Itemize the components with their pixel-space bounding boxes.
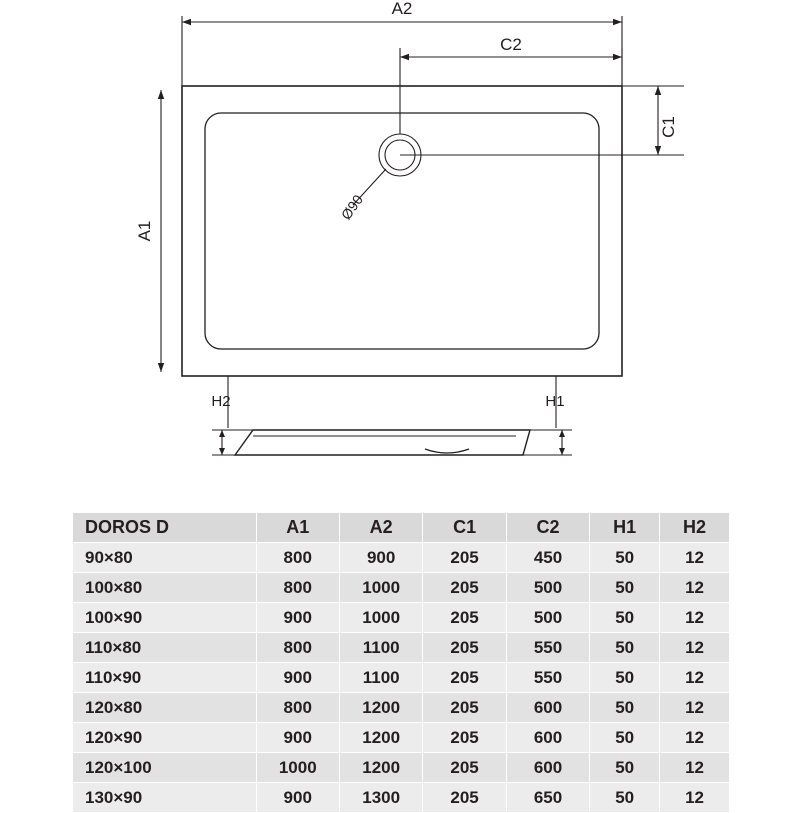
cell-c2: 500 <box>506 603 589 633</box>
cell-h1: 50 <box>590 633 660 663</box>
table-row <box>73 573 730 603</box>
h1-arrow-bottom <box>559 448 565 455</box>
cell-h1: 50 <box>590 723 660 753</box>
cell-h2: 12 <box>660 723 730 753</box>
table-header-c2: C2 <box>506 513 589 543</box>
cell-a1: 800 <box>256 633 339 663</box>
cell-a2: 1200 <box>339 753 422 783</box>
c1-arrow-top <box>655 86 661 95</box>
table-row <box>73 753 730 783</box>
cell-c2: 650 <box>506 783 589 813</box>
cell-h1: 50 <box>590 573 660 603</box>
cell-model: 110×90 <box>73 663 257 693</box>
cell-c2: 500 <box>506 573 589 603</box>
cell-h1: 50 <box>590 753 660 783</box>
h2-arrow-top <box>219 430 225 437</box>
a1-dimension-label: A1 <box>135 220 154 242</box>
cell-a1: 800 <box>256 543 339 573</box>
cell-a2: 1200 <box>339 723 422 753</box>
cell-model: 90×80 <box>73 543 257 573</box>
cell-a2: 900 <box>339 543 422 573</box>
cell-h2: 12 <box>660 603 730 633</box>
table-row <box>73 723 730 753</box>
drain-diameter-label: Ø90 <box>337 191 367 223</box>
cell-a2: 1200 <box>339 693 422 723</box>
c1-dimension-label: C1 <box>659 116 678 138</box>
cell-c1: 205 <box>423 663 506 693</box>
cell-model: 130×90 <box>73 783 257 813</box>
cell-a1: 900 <box>256 663 339 693</box>
table-header-row <box>73 513 730 543</box>
tray-section-drain-bump <box>425 449 469 453</box>
cell-a2: 1100 <box>339 633 422 663</box>
table-header-c1: C1 <box>423 513 506 543</box>
h2-dimension-label: H2 <box>211 393 231 410</box>
cell-h2: 12 <box>660 573 730 603</box>
cell-h2: 12 <box>660 753 730 783</box>
cell-a1: 900 <box>256 603 339 633</box>
table-row <box>73 603 730 633</box>
cell-model: 100×80 <box>73 573 257 603</box>
table-row <box>73 663 730 693</box>
table-header-a1: A1 <box>256 513 339 543</box>
c2-arrow-left <box>400 54 409 60</box>
cell-model: 120×80 <box>73 693 257 723</box>
table-row <box>73 543 730 573</box>
cell-a1: 900 <box>256 723 339 753</box>
cell-c2: 550 <box>506 633 589 663</box>
cell-h2: 12 <box>660 633 730 663</box>
cell-a1: 800 <box>256 573 339 603</box>
cell-h1: 50 <box>590 543 660 573</box>
cell-c1: 205 <box>423 633 506 663</box>
cell-h1: 50 <box>590 663 660 693</box>
a2-dimension-label: A2 <box>391 0 413 18</box>
cell-c1: 205 <box>423 543 506 573</box>
cell-c2: 550 <box>506 663 589 693</box>
cell-model: 110×80 <box>73 633 257 663</box>
tray-inner-outline <box>205 113 599 349</box>
cell-h2: 12 <box>660 543 730 573</box>
tray-section-profile <box>235 430 530 455</box>
cell-h2: 12 <box>660 783 730 813</box>
c2-dimension-label: C2 <box>500 35 522 54</box>
cell-c1: 205 <box>423 693 506 723</box>
cell-a1: 900 <box>256 783 339 813</box>
cell-a1: 800 <box>256 693 339 723</box>
a1-arrow-bottom <box>158 363 164 372</box>
cell-c1: 205 <box>423 723 506 753</box>
cell-h1: 50 <box>590 693 660 723</box>
cell-c2: 600 <box>506 753 589 783</box>
cell-model: 120×90 <box>73 723 257 753</box>
cell-c1: 205 <box>423 783 506 813</box>
cell-c1: 205 <box>423 753 506 783</box>
cell-a2: 1100 <box>339 663 422 693</box>
table-header-h2: H2 <box>660 513 730 543</box>
cell-a2: 1300 <box>339 783 422 813</box>
cell-c1: 205 <box>423 603 506 633</box>
a1-arrow-top <box>158 90 164 99</box>
cell-model: 120×100 <box>73 753 257 783</box>
tray-outer-outline <box>182 86 622 376</box>
cell-c2: 600 <box>506 693 589 723</box>
table-header-model: DOROS D <box>73 513 257 543</box>
table-header-h1: H1 <box>590 513 660 543</box>
dimensions-table <box>72 512 730 813</box>
a2-arrow-right <box>613 19 622 25</box>
h2-arrow-bottom <box>219 448 225 455</box>
h1-arrow-top <box>559 430 565 437</box>
cell-c1: 205 <box>423 573 506 603</box>
cell-h1: 50 <box>590 603 660 633</box>
cell-model: 100×90 <box>73 603 257 633</box>
cell-a2: 1000 <box>339 603 422 633</box>
cell-a2: 1000 <box>339 573 422 603</box>
table-row <box>73 783 730 813</box>
cell-c2: 450 <box>506 543 589 573</box>
cell-h1: 50 <box>590 783 660 813</box>
cell-a1: 1000 <box>256 753 339 783</box>
cell-h2: 12 <box>660 663 730 693</box>
c1-arrow-bottom <box>655 146 661 155</box>
cell-h2: 12 <box>660 693 730 723</box>
h1-dimension-label: H1 <box>545 393 565 410</box>
table-header-a2: A2 <box>339 513 422 543</box>
table-row <box>73 633 730 663</box>
a2-arrow-left <box>182 19 191 25</box>
c2-arrow-right <box>613 54 622 60</box>
table-row <box>73 693 730 723</box>
cell-c2: 600 <box>506 723 589 753</box>
